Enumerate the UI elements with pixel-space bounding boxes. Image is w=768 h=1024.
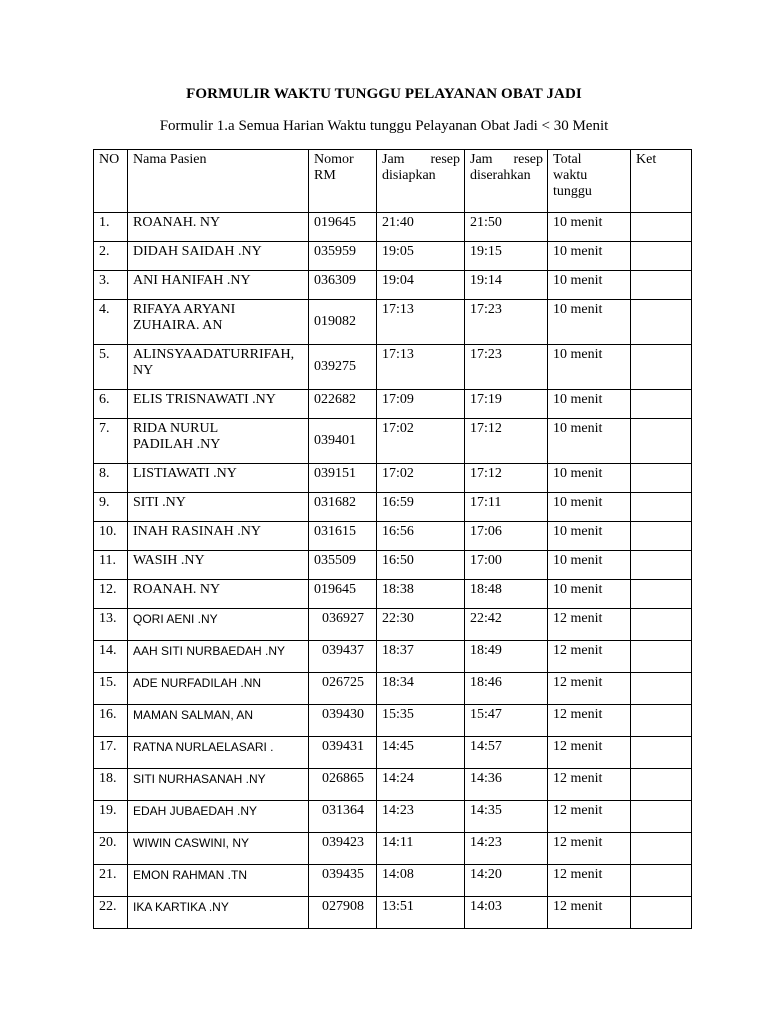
cell-ket bbox=[631, 464, 692, 493]
cell-jam-diserahkan: 18:46 bbox=[465, 673, 548, 705]
cell-ket bbox=[631, 390, 692, 419]
cell-nama-pasien: ELIS TRISNAWATI .NY bbox=[128, 390, 309, 419]
header-jam-diserahkan-line2: diserahkan bbox=[470, 168, 531, 183]
header-no: NO bbox=[94, 150, 128, 213]
cell-nama-pasien: INAH RASINAH .NY bbox=[128, 522, 309, 551]
cell-nomor-rm: 035959 bbox=[309, 242, 377, 271]
header-jam-disiapkan-line1 bbox=[382, 152, 460, 168]
cell-nama-pasien: WIWIN CASWINI, NY bbox=[128, 833, 309, 865]
cell-ket bbox=[631, 769, 692, 801]
cell-no: 5. bbox=[94, 345, 128, 390]
cell-jam-diserahkan: 21:50 bbox=[465, 213, 548, 242]
cell-total-waktu: 10 menit bbox=[548, 271, 631, 300]
cell-jam-disiapkan: 18:38 bbox=[377, 580, 465, 609]
cell-jam-diserahkan: 14:03 bbox=[465, 897, 548, 929]
cell-ket bbox=[631, 271, 692, 300]
cell-no: 12. bbox=[94, 580, 128, 609]
table-row bbox=[94, 769, 692, 801]
cell-nama-pasien-line1: ALINSYAADATURRIFAH, bbox=[133, 347, 295, 362]
table-row bbox=[94, 580, 692, 609]
cell-ket bbox=[631, 897, 692, 929]
cell-nama-pasien-line2: NY bbox=[133, 363, 154, 378]
header-nama-pasien: Nama Pasien bbox=[128, 150, 309, 213]
waiting-time-table bbox=[93, 149, 692, 929]
cell-total-waktu: 10 menit bbox=[548, 493, 631, 522]
table-row bbox=[94, 493, 692, 522]
cell-ket bbox=[631, 705, 692, 737]
header-nomor-rm-line1: Nomor bbox=[314, 152, 354, 167]
cell-nomor-rm: 039437 bbox=[309, 641, 377, 673]
cell-nomor-rm: 035509 bbox=[309, 551, 377, 580]
header-jam-disiapkan bbox=[377, 150, 465, 213]
cell-total-waktu: 10 menit bbox=[548, 345, 631, 390]
cell-nomor-rm: 039423 bbox=[309, 833, 377, 865]
table-row bbox=[94, 737, 692, 769]
cell-jam-disiapkan: 18:37 bbox=[377, 641, 465, 673]
table-row bbox=[94, 300, 692, 345]
header-jam-disiapkan-word-jam: Jam bbox=[382, 152, 405, 167]
cell-no: 9. bbox=[94, 493, 128, 522]
cell-nama-pasien: ROANAH. NY bbox=[128, 580, 309, 609]
cell-nama-pasien bbox=[128, 345, 309, 390]
header-ket: Ket bbox=[631, 150, 692, 213]
cell-jam-diserahkan: 17:19 bbox=[465, 390, 548, 419]
cell-no: 2. bbox=[94, 242, 128, 271]
cell-jam-disiapkan: 17:02 bbox=[377, 419, 465, 464]
cell-jam-disiapkan: 18:34 bbox=[377, 673, 465, 705]
header-jam-diserahkan bbox=[465, 150, 548, 213]
cell-nama-pasien: SITI NURHASANAH .NY bbox=[128, 769, 309, 801]
cell-nama-pasien: ADE NURFADILAH .NN bbox=[128, 673, 309, 705]
cell-jam-disiapkan: 14:45 bbox=[377, 737, 465, 769]
cell-nama-pasien-line1: RIFAYA ARYANI bbox=[133, 302, 236, 317]
table-row bbox=[94, 865, 692, 897]
cell-jam-disiapkan: 14:11 bbox=[377, 833, 465, 865]
page-title: FORMULIR WAKTU TUNGGU PELAYANAN OBAT JADI bbox=[186, 86, 582, 102]
cell-total-waktu: 12 menit bbox=[548, 705, 631, 737]
cell-no: 15. bbox=[94, 673, 128, 705]
cell-total-waktu: 10 menit bbox=[548, 300, 631, 345]
table-row bbox=[94, 673, 692, 705]
cell-no: 20. bbox=[94, 833, 128, 865]
cell-jam-diserahkan: 14:36 bbox=[465, 769, 548, 801]
header-jam-diserahkan-word-resep: resep bbox=[513, 152, 543, 167]
cell-ket bbox=[631, 609, 692, 641]
cell-ket bbox=[631, 522, 692, 551]
cell-nomor-rm: 026865 bbox=[309, 769, 377, 801]
page-subtitle: Formulir 1.a Semua Harian Waktu tunggu Pelayanan Obat Jadi < 30 Menit bbox=[159, 118, 609, 134]
table-row bbox=[94, 641, 692, 673]
cell-nama-pasien: LISTIAWATI .NY bbox=[128, 464, 309, 493]
cell-total-waktu: 10 menit bbox=[548, 522, 631, 551]
cell-jam-disiapkan: 17:02 bbox=[377, 464, 465, 493]
cell-jam-diserahkan: 18:48 bbox=[465, 580, 548, 609]
cell-nomor-rm: 031615 bbox=[309, 522, 377, 551]
cell-jam-diserahkan: 17:00 bbox=[465, 551, 548, 580]
cell-ket bbox=[631, 345, 692, 390]
cell-total-waktu: 12 menit bbox=[548, 641, 631, 673]
cell-jam-diserahkan: 14:35 bbox=[465, 801, 548, 833]
cell-ket bbox=[631, 242, 692, 271]
cell-jam-diserahkan: 18:49 bbox=[465, 641, 548, 673]
cell-jam-disiapkan: 22:30 bbox=[377, 609, 465, 641]
table-row bbox=[94, 213, 692, 242]
cell-no: 19. bbox=[94, 801, 128, 833]
header-jam-diserahkan-line1 bbox=[470, 152, 543, 168]
cell-nomor-rm: 036309 bbox=[309, 271, 377, 300]
cell-nomor-rm: 039430 bbox=[309, 705, 377, 737]
cell-jam-disiapkan: 19:04 bbox=[377, 271, 465, 300]
cell-no: 18. bbox=[94, 769, 128, 801]
cell-jam-disiapkan: 16:56 bbox=[377, 522, 465, 551]
cell-jam-disiapkan: 16:50 bbox=[377, 551, 465, 580]
cell-no: 8. bbox=[94, 464, 128, 493]
cell-jam-disiapkan: 17:13 bbox=[377, 345, 465, 390]
cell-ket bbox=[631, 737, 692, 769]
cell-jam-disiapkan: 13:51 bbox=[377, 897, 465, 929]
cell-total-waktu: 12 menit bbox=[548, 609, 631, 641]
table-row bbox=[94, 897, 692, 929]
cell-nama-pasien-line2: ZUHAIRA. AN bbox=[133, 318, 223, 333]
cell-nama-pasien: MAMAN SALMAN, AN bbox=[128, 705, 309, 737]
cell-nama-pasien: RATNA NURLAELASARI . bbox=[128, 737, 309, 769]
cell-total-waktu: 12 menit bbox=[548, 897, 631, 929]
cell-nomor-rm: 026725 bbox=[309, 673, 377, 705]
cell-nama-pasien: IKA KARTIKA .NY bbox=[128, 897, 309, 929]
cell-jam-disiapkan: 17:09 bbox=[377, 390, 465, 419]
table-row bbox=[94, 419, 692, 464]
table-row bbox=[94, 609, 692, 641]
cell-total-waktu: 12 menit bbox=[548, 769, 631, 801]
cell-nama-pasien: AAH SITI NURBAEDAH .NY bbox=[128, 641, 309, 673]
cell-ket bbox=[631, 551, 692, 580]
cell-nama-pasien: DIDAH SAIDAH .NY bbox=[128, 242, 309, 271]
cell-jam-disiapkan: 15:35 bbox=[377, 705, 465, 737]
header-nomor-rm bbox=[309, 150, 377, 213]
cell-no: 22. bbox=[94, 897, 128, 929]
cell-ket bbox=[631, 493, 692, 522]
table-body bbox=[94, 213, 692, 929]
header-nomor-rm-line2: RM bbox=[314, 168, 336, 183]
cell-nama-pasien: EMON RAHMAN .TN bbox=[128, 865, 309, 897]
cell-nama-pasien: QORI AENI .NY bbox=[128, 609, 309, 641]
cell-no: 3. bbox=[94, 271, 128, 300]
cell-no: 7. bbox=[94, 419, 128, 464]
header-jam-disiapkan-word-resep: resep bbox=[430, 152, 460, 167]
cell-no: 10. bbox=[94, 522, 128, 551]
cell-ket bbox=[631, 300, 692, 345]
cell-no: 1. bbox=[94, 213, 128, 242]
cell-total-waktu: 10 menit bbox=[548, 242, 631, 271]
cell-ket bbox=[631, 673, 692, 705]
cell-jam-diserahkan: 22:42 bbox=[465, 609, 548, 641]
cell-total-waktu: 12 menit bbox=[548, 801, 631, 833]
header-total-line1: Total bbox=[553, 152, 582, 167]
cell-nama-pasien: ROANAH. NY bbox=[128, 213, 309, 242]
cell-jam-diserahkan: 17:12 bbox=[465, 419, 548, 464]
cell-nama-pasien-line2: PADILAH .NY bbox=[133, 437, 221, 452]
cell-jam-diserahkan: 17:11 bbox=[465, 493, 548, 522]
header-total-waktu-tunggu bbox=[548, 150, 631, 213]
cell-nomor-rm: 019645 bbox=[309, 213, 377, 242]
table-row bbox=[94, 522, 692, 551]
table-header-row bbox=[94, 150, 692, 213]
header-jam-diserahkan-word-jam: Jam bbox=[470, 152, 493, 167]
cell-jam-disiapkan: 14:24 bbox=[377, 769, 465, 801]
cell-jam-disiapkan: 14:08 bbox=[377, 865, 465, 897]
cell-no: 14. bbox=[94, 641, 128, 673]
cell-no: 17. bbox=[94, 737, 128, 769]
table-row bbox=[94, 551, 692, 580]
table-row bbox=[94, 345, 692, 390]
cell-nomor-rm: 039151 bbox=[309, 464, 377, 493]
cell-jam-diserahkan: 17:12 bbox=[465, 464, 548, 493]
cell-total-waktu: 10 menit bbox=[548, 551, 631, 580]
cell-nama-pasien bbox=[128, 300, 309, 345]
cell-ket bbox=[631, 801, 692, 833]
cell-no: 21. bbox=[94, 865, 128, 897]
header-total-line2: waktu bbox=[553, 168, 588, 183]
cell-total-waktu: 12 menit bbox=[548, 865, 631, 897]
cell-nomor-rm: 022682 bbox=[309, 390, 377, 419]
table-row bbox=[94, 271, 692, 300]
table-row bbox=[94, 801, 692, 833]
cell-jam-disiapkan: 16:59 bbox=[377, 493, 465, 522]
cell-nomor-rm: 039431 bbox=[309, 737, 377, 769]
header-total-line3: tunggu bbox=[553, 184, 592, 199]
cell-nomor-rm: 019645 bbox=[309, 580, 377, 609]
cell-jam-diserahkan: 14:23 bbox=[465, 833, 548, 865]
cell-nama-pasien: EDAH JUBAEDAH .NY bbox=[128, 801, 309, 833]
cell-jam-diserahkan: 17:23 bbox=[465, 345, 548, 390]
cell-nomor-rm: 019082 bbox=[309, 300, 377, 345]
cell-jam-diserahkan: 19:14 bbox=[465, 271, 548, 300]
cell-nomor-rm: 027908 bbox=[309, 897, 377, 929]
cell-nomor-rm: 039275 bbox=[309, 345, 377, 390]
cell-nomor-rm: 036927 bbox=[309, 609, 377, 641]
table-row bbox=[94, 464, 692, 493]
cell-total-waktu: 10 menit bbox=[548, 580, 631, 609]
cell-jam-disiapkan: 19:05 bbox=[377, 242, 465, 271]
cell-ket bbox=[631, 580, 692, 609]
cell-nama-pasien-line1: RIDA NURUL bbox=[133, 421, 219, 436]
cell-nomor-rm: 039435 bbox=[309, 865, 377, 897]
cell-total-waktu: 12 menit bbox=[548, 673, 631, 705]
cell-ket bbox=[631, 213, 692, 242]
cell-nama-pasien bbox=[128, 419, 309, 464]
cell-total-waktu: 10 menit bbox=[548, 419, 631, 464]
table-row bbox=[94, 833, 692, 865]
cell-jam-disiapkan: 21:40 bbox=[377, 213, 465, 242]
cell-ket bbox=[631, 865, 692, 897]
cell-no: 6. bbox=[94, 390, 128, 419]
cell-total-waktu: 10 menit bbox=[548, 213, 631, 242]
cell-jam-diserahkan: 19:15 bbox=[465, 242, 548, 271]
cell-total-waktu: 10 menit bbox=[548, 464, 631, 493]
cell-jam-disiapkan: 17:13 bbox=[377, 300, 465, 345]
cell-ket bbox=[631, 641, 692, 673]
cell-ket bbox=[631, 833, 692, 865]
cell-no: 16. bbox=[94, 705, 128, 737]
cell-ket bbox=[631, 419, 692, 464]
table-row bbox=[94, 242, 692, 271]
cell-no: 13. bbox=[94, 609, 128, 641]
cell-jam-diserahkan: 14:57 bbox=[465, 737, 548, 769]
cell-total-waktu: 12 menit bbox=[548, 833, 631, 865]
cell-nama-pasien: SITI .NY bbox=[128, 493, 309, 522]
cell-total-waktu: 12 menit bbox=[548, 737, 631, 769]
cell-nomor-rm: 031682 bbox=[309, 493, 377, 522]
table-row bbox=[94, 390, 692, 419]
cell-jam-diserahkan: 15:47 bbox=[465, 705, 548, 737]
cell-total-waktu: 10 menit bbox=[548, 390, 631, 419]
cell-jam-diserahkan: 14:20 bbox=[465, 865, 548, 897]
cell-nomor-rm: 031364 bbox=[309, 801, 377, 833]
header-jam-disiapkan-line2: disiapkan bbox=[382, 168, 436, 183]
cell-jam-diserahkan: 17:06 bbox=[465, 522, 548, 551]
cell-nomor-rm: 039401 bbox=[309, 419, 377, 464]
cell-nama-pasien: ANI HANIFAH .NY bbox=[128, 271, 309, 300]
cell-no: 4. bbox=[94, 300, 128, 345]
cell-no: 11. bbox=[94, 551, 128, 580]
table-row bbox=[94, 705, 692, 737]
cell-jam-diserahkan: 17:23 bbox=[465, 300, 548, 345]
cell-jam-disiapkan: 14:23 bbox=[377, 801, 465, 833]
cell-nama-pasien: WASIH .NY bbox=[128, 551, 309, 580]
